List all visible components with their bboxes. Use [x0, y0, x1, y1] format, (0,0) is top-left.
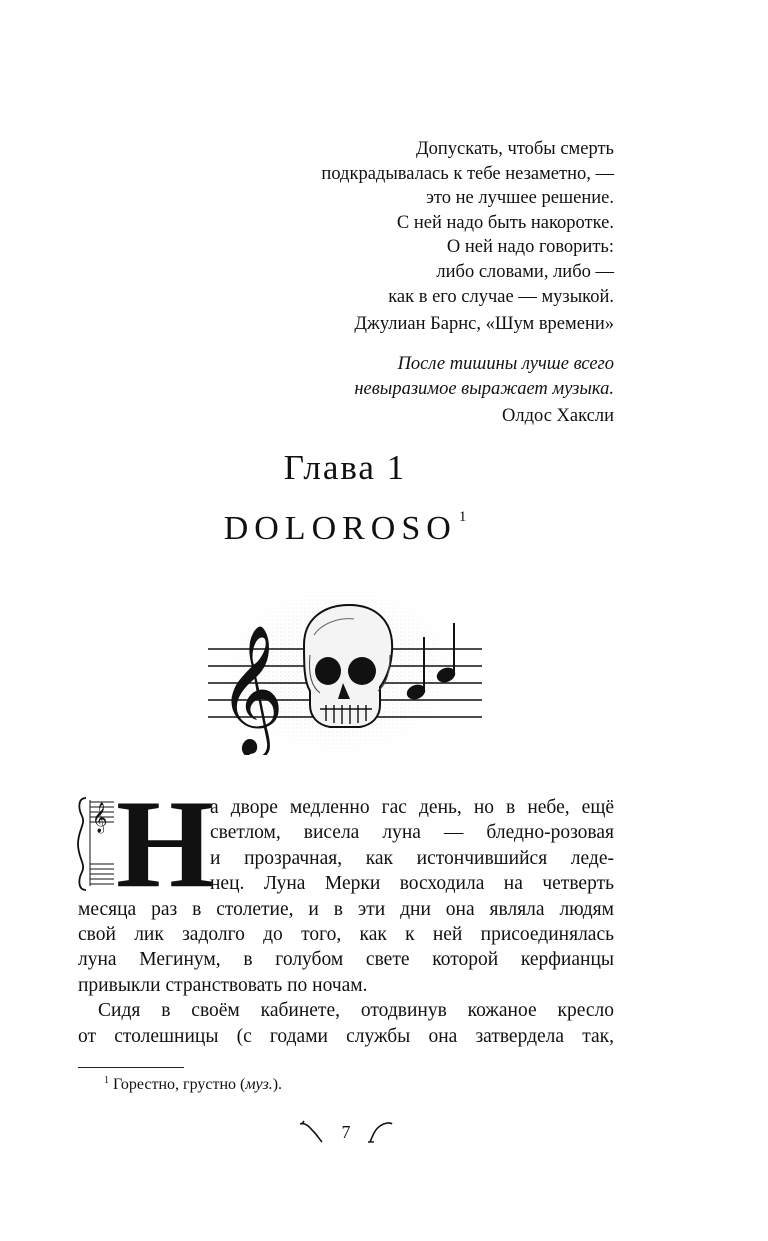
epigraph-line: подкрадывалась к тебе незаметно, —	[321, 163, 614, 184]
drop-cap-letter: Н	[116, 775, 215, 914]
footnote-ref: 1	[458, 509, 467, 525]
footnote-text-end: ).	[272, 1076, 283, 1093]
text-line: свой лик задолго до того, как к ней присоединялась	[78, 924, 614, 945]
footnote	[104, 1075, 282, 1094]
body-indented-lines	[210, 795, 614, 897]
text-line: Сидя в своём кабинете, отодвинув кожаное кресло	[98, 1000, 614, 1022]
text-line: месяца раз в столетие, и в эти дни она являла людям	[78, 898, 614, 920]
body-paragraph-1	[78, 897, 614, 1049]
epigraph-line: Допускать, чтобы смерть	[416, 139, 614, 159]
chapter-title-text: DOLOROSO	[223, 510, 457, 547]
text-line: светлом, висела луна — бледно-розовая	[210, 822, 614, 844]
chapter-number: Глава 1	[283, 448, 407, 487]
footnote-text: Горестно, грустно (	[113, 1076, 246, 1093]
svg-text:𝄞: 𝄞	[92, 803, 108, 833]
drop-cap-ornament-icon	[76, 794, 120, 894]
text-line: привыкли странствовать по ночам.	[78, 974, 368, 996]
epigraph-line: После тишины лучше всего	[397, 354, 614, 374]
footnote-italic: муз.	[245, 1076, 273, 1093]
skull-icon	[304, 605, 392, 727]
skull-music-vignette	[204, 575, 494, 755]
text-line: и прозрачная, как истончившийся леде-	[210, 847, 614, 869]
epigraph-line: либо словами, либо —	[436, 261, 614, 282]
drop-cap	[76, 775, 215, 914]
text-line: от столешницы (с годами службы она затвердела так,	[78, 1025, 614, 1047]
epigraph-author: Олдос Хаксли	[502, 406, 614, 427]
epigraph-line: С ней надо быть накоротке.	[396, 212, 614, 233]
epigraph-line: О ней надо говорить:	[446, 237, 614, 258]
footnote-rule	[78, 1067, 184, 1068]
text-line: нец. Луна Мерки восходила на четверть	[210, 873, 614, 895]
epigraph-line: это не лучшее решение.	[425, 188, 614, 209]
epigraph-author: Джулиан Барнс, «Шум времени»	[354, 314, 614, 335]
page-number: 7	[341, 1122, 351, 1142]
chapter-title	[0, 509, 690, 548]
page-footer	[296, 1118, 396, 1142]
epigraph-2	[354, 352, 614, 429]
treble-clef-icon: 𝄞	[218, 624, 285, 754]
text-line: а дворе медленно гас день, но в небе, ещё	[210, 797, 614, 818]
epigraph-1	[321, 137, 614, 337]
footnote-mark: 1	[104, 1075, 109, 1086]
epigraph-line: как в его случае — музыкой.	[388, 286, 614, 307]
epigraph-line: невыразимое выражает музыка.	[354, 378, 614, 399]
text-line: луна Мегинум, в голубом свете которой керфианцы	[78, 949, 614, 971]
